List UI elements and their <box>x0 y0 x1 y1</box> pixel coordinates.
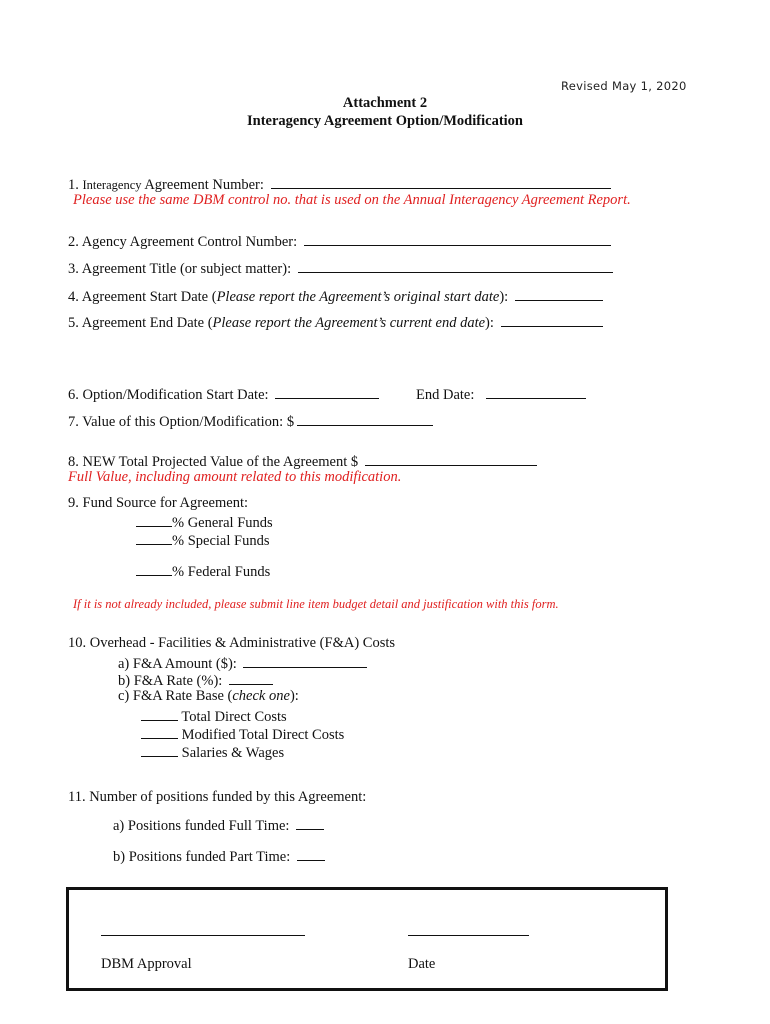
item-10-c <box>118 688 299 705</box>
total-direct-costs-check[interactable] <box>141 706 178 721</box>
general-funds-row <box>136 512 273 532</box>
item-7 <box>68 411 433 431</box>
federal-funds-label: % Federal Funds <box>172 564 271 580</box>
fa-rate-base-pre: c) F&A Rate Base ( <box>118 688 233 704</box>
signature-box <box>66 887 668 991</box>
dbm-approval-label: DBM Approval <box>101 956 192 972</box>
modified-total-direct-costs-row <box>141 724 344 744</box>
full-time-label: a) Positions funded Full Time: <box>113 818 290 834</box>
federal-funds-row <box>136 561 270 581</box>
start-date-field[interactable] <box>515 286 603 301</box>
item-1-note: Please use the same DBM control no. that is used on the Annual Interagency Agreement Report. <box>73 192 631 208</box>
part-time-field[interactable] <box>297 846 325 861</box>
option-value-field[interactable] <box>297 411 433 426</box>
item-10-label: 10. Overhead - Facilities & Administrative (F&A) Costs <box>68 635 396 651</box>
item-8 <box>68 451 537 471</box>
item-4-label-pre: 4. Agreement Start Date ( <box>68 289 217 305</box>
item-5 <box>68 312 603 332</box>
fa-amount-field[interactable] <box>243 653 367 668</box>
item-4-label-italic: Please report the Agreement’s original start date <box>216 289 500 305</box>
item-11-a <box>113 815 324 835</box>
revised-date: Revised May 1, 2020 <box>561 79 687 93</box>
total-direct-costs-label: Total Direct Costs <box>181 709 287 725</box>
control-number-field[interactable] <box>304 231 611 246</box>
item-1-label: Agreement Number: <box>144 177 264 193</box>
special-funds-field[interactable] <box>136 530 172 545</box>
page-title: Interagency Agreement Option/Modification <box>246 113 523 129</box>
fa-rate-label: b) F&A Rate (%): <box>118 673 223 689</box>
item-6-label: 6. Option/Modification Start Date: <box>68 387 269 403</box>
item-1 <box>68 174 611 194</box>
option-end-date-field[interactable] <box>486 384 586 399</box>
agreement-title-field[interactable] <box>298 258 613 273</box>
item-7-label: 7. Value of this Option/Modification: $ <box>68 414 295 430</box>
fa-rate-base-italic: check one <box>232 688 290 704</box>
item-3-label: 3. Agreement Title (or subject matter): <box>68 261 292 277</box>
item-4-label-post: ): <box>499 289 509 305</box>
date-signature-line[interactable] <box>408 935 529 936</box>
salaries-wages-check[interactable] <box>141 742 178 757</box>
item-10-b <box>118 670 273 690</box>
item-5-label-pre: 5. Agreement End Date ( <box>68 315 213 331</box>
budget-detail-note: If it is not already included, please submit line item budget detail and justification with this form. <box>73 597 559 611</box>
general-funds-label: % General Funds <box>172 515 273 531</box>
modified-total-direct-costs-check[interactable] <box>141 724 178 739</box>
item-1-number: 1. <box>68 177 79 193</box>
general-funds-field[interactable] <box>136 512 172 527</box>
agreement-number-field[interactable] <box>271 174 611 189</box>
date-label: Date <box>408 956 436 972</box>
item-11-b <box>113 846 325 866</box>
special-funds-label: % Special Funds <box>172 533 270 549</box>
item-2-label: 2. Agency Agreement Control Number: <box>68 234 298 250</box>
item-6 <box>68 384 379 404</box>
federal-funds-field[interactable] <box>136 561 172 576</box>
item-11-label: 11. Number of positions funded by this Agreement: <box>68 789 367 805</box>
salaries-wages-row <box>141 742 284 762</box>
item-3 <box>68 258 613 278</box>
option-start-date-field[interactable] <box>275 384 379 399</box>
special-funds-row <box>136 530 269 550</box>
item-8-label: 8. NEW Total Projected Value of the Agreement $ <box>68 454 359 470</box>
fa-rate-base-post: ): <box>289 688 299 704</box>
item-5-label-italic: Please report the Agreement’s current end date <box>212 315 486 331</box>
salaries-wages-label: Salaries & Wages <box>181 745 285 761</box>
end-date-field[interactable] <box>501 312 603 327</box>
modified-total-direct-costs-label: Modified Total Direct Costs <box>181 727 345 743</box>
item-5-label-post: ): <box>485 315 494 331</box>
item-8-note: Full Value, including amount related to this modification. <box>68 469 402 485</box>
full-time-field[interactable] <box>296 815 324 830</box>
fa-rate-field[interactable] <box>229 670 273 685</box>
item-2 <box>68 231 611 251</box>
item-6-end <box>416 384 586 404</box>
attachment-label: Attachment 2 <box>342 95 428 111</box>
total-value-field[interactable] <box>365 451 537 466</box>
item-9-label: 9. Fund Source for Agreement: <box>68 495 249 511</box>
item-6-end-label: End Date: <box>416 387 475 403</box>
item-4 <box>68 286 603 306</box>
part-time-label: b) Positions funded Part Time: <box>113 849 291 865</box>
fa-amount-label: a) F&A Amount ($): <box>118 656 237 672</box>
dbm-approval-signature-line[interactable] <box>101 935 305 936</box>
item-1-prefix: Interagency <box>82 178 142 192</box>
total-direct-costs-row <box>141 706 287 726</box>
